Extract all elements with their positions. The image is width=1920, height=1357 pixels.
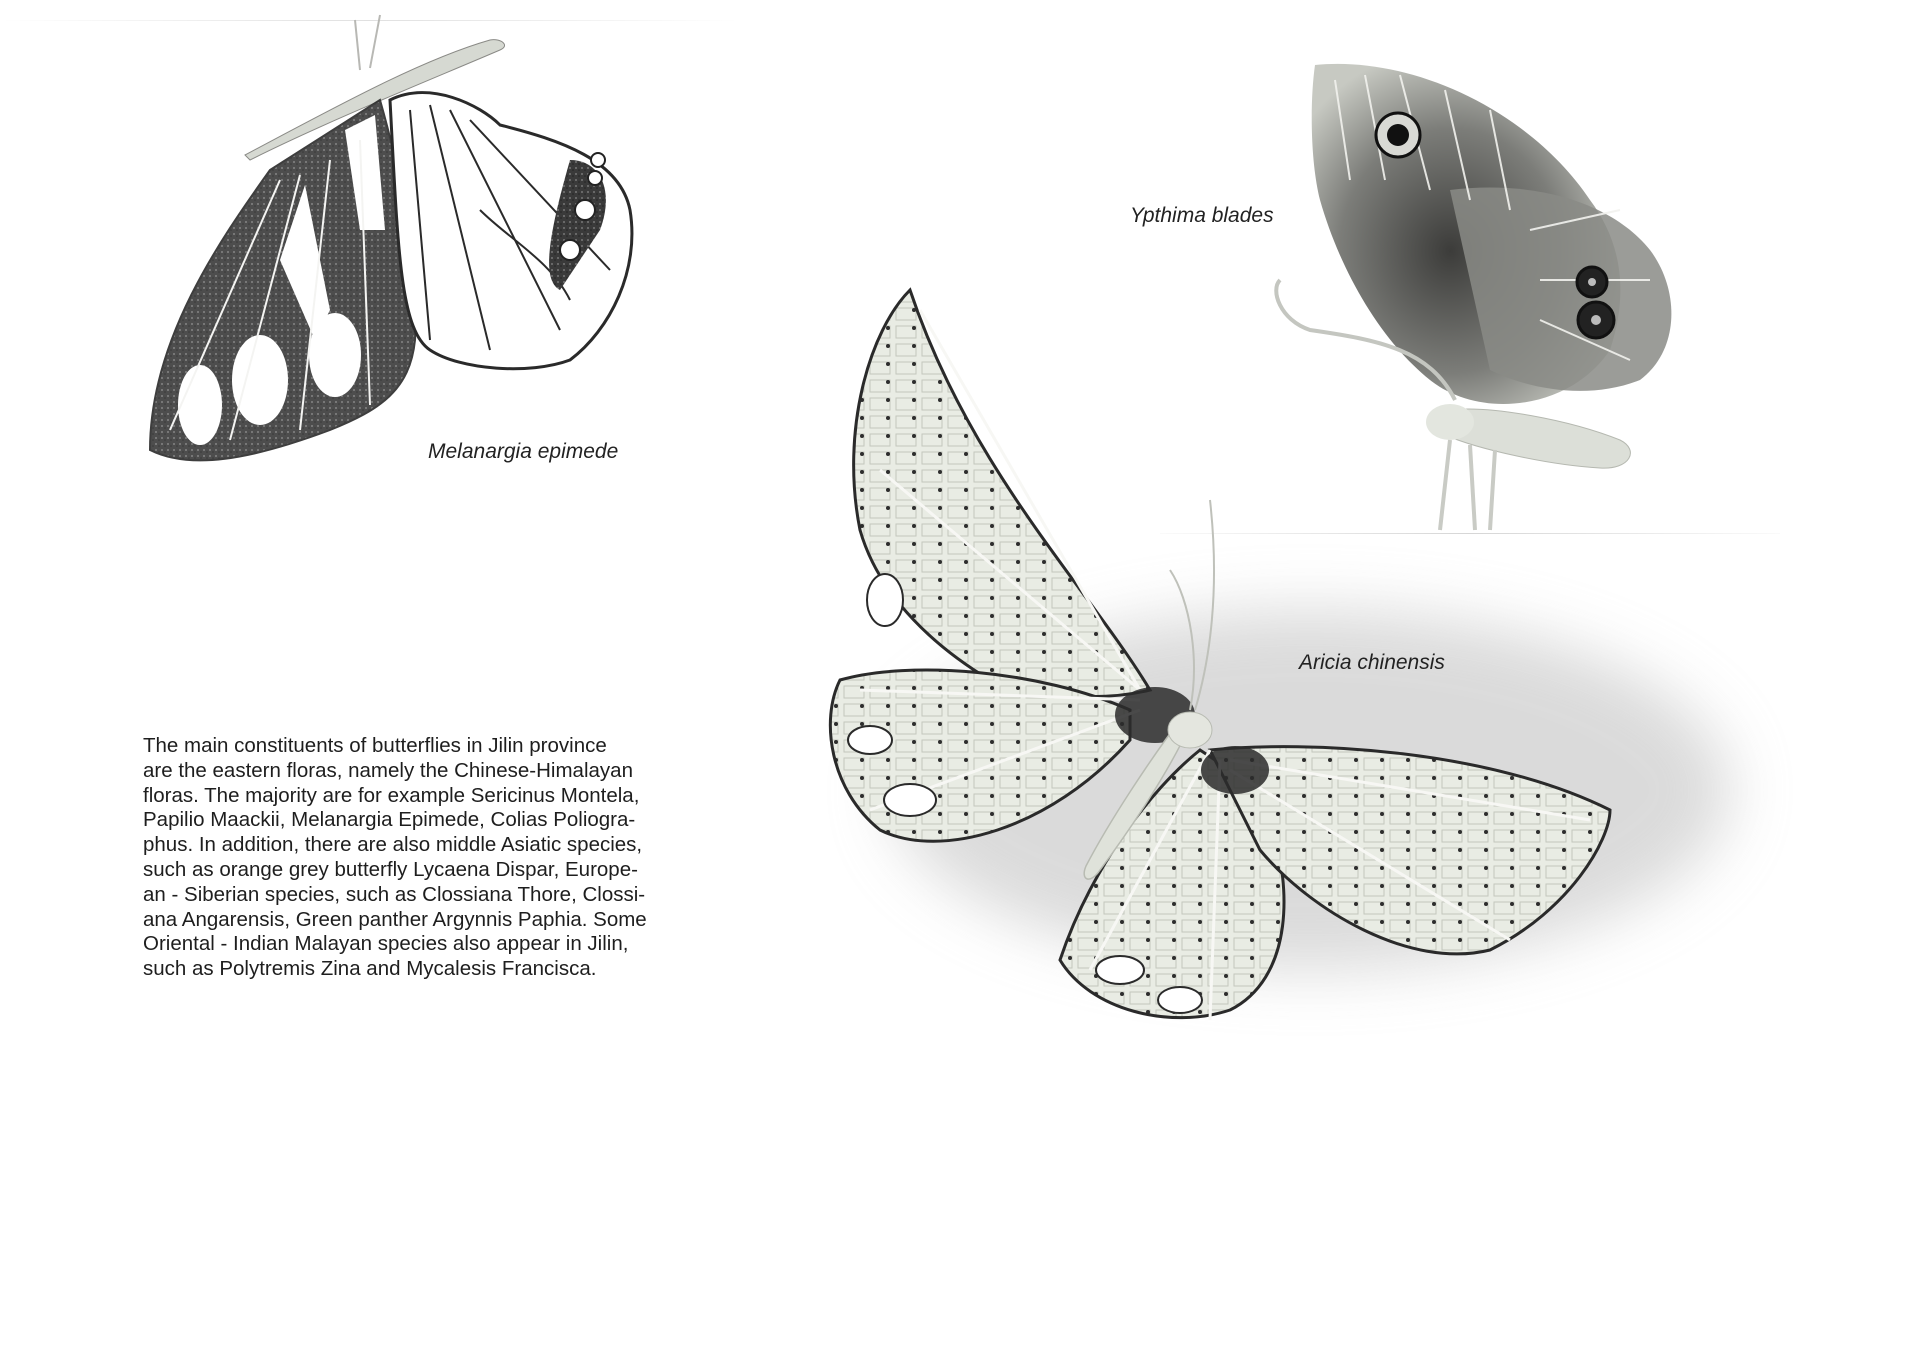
aricia-chinensis-illustration: [790, 270, 1890, 1090]
caption-aricia-chinensis: Aricia chinensis: [1299, 651, 1445, 674]
melanargia-epimede-illustration: [130, 10, 650, 480]
caption-melanargia-epimede: Melanargia epimede: [428, 440, 619, 463]
body-paragraph: The main constituents of butterflies in Jilin province are the eastern floras, namely the Chinese-Himalayan floras. The majority are for example Sericinus Montela, Papilio Maackii, Melanargia Epimede, Colias Poliogra- phus. In addition, there are also middle Asiatic species, such as orange grey butterfly Lycaena Dispar, Europe- an - Siberian species, such as Clossiana Thore, Clossi- ana Angarensis, Green panther Argynnis Paphia. Some Oriental - Indian Malayan species also appear in Jilin, such as Polytremis Zina and Mycalesis Francisca.: [143, 734, 647, 981]
caption-ypthima-blades: Ypthima blades: [1130, 204, 1274, 227]
